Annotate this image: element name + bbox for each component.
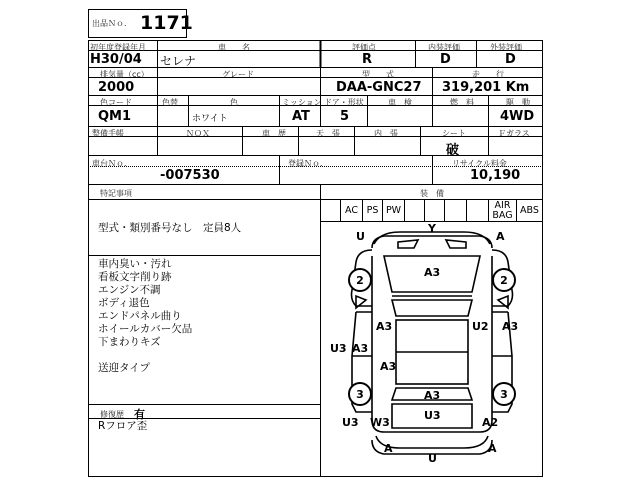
interior-eval: D xyxy=(440,52,451,67)
equipment-abs: ABS xyxy=(520,204,539,216)
remark-item: 下まわりキズ xyxy=(98,336,161,348)
recycle-fee-label: リサイクル料金 xyxy=(452,159,507,168)
seat-condition: 破 xyxy=(446,143,460,158)
displacement-label: 排気量（cc） xyxy=(100,70,149,79)
damage-left-rear-wheel: 3 xyxy=(348,382,372,406)
color-label: 色 xyxy=(230,98,238,107)
damage-left-front-wheel: 2 xyxy=(348,268,372,292)
model-label: 型 式 xyxy=(362,70,394,79)
equipment-label: 装 備 xyxy=(420,189,444,198)
color-code: QM1 xyxy=(98,109,132,124)
doors: 5 xyxy=(340,109,350,124)
remark-item: エンドパネル曲り xyxy=(98,310,182,322)
damage-tailgate: U3 xyxy=(424,409,441,422)
maintenance-book-label: 整備手帳 xyxy=(92,129,124,138)
displacement: 2000 xyxy=(98,80,135,95)
headliner-label: 天 張 xyxy=(316,129,340,138)
remark-item: 送迎タイプ xyxy=(98,362,150,374)
grade-label: グレード xyxy=(222,70,254,79)
remarks-list xyxy=(98,258,192,375)
repair-detail: Rフロア歪 xyxy=(98,420,148,432)
car-name: セレナ xyxy=(160,54,197,68)
interior-eval-label: 内装評価 xyxy=(428,43,460,52)
damage-left-outer: U3 xyxy=(330,342,347,355)
remark-item: エンジン不調 xyxy=(98,284,161,296)
drive: 4WD xyxy=(500,109,535,124)
seat-label: シート xyxy=(442,129,466,138)
remark-item: ボディ退色 xyxy=(98,297,150,309)
exterior-eval-label: 外装評価 xyxy=(490,43,522,52)
evaluation-label: 評価点 xyxy=(352,43,376,52)
mission-label: ミッション xyxy=(282,98,322,107)
mileage-label: 走 行 xyxy=(472,70,504,79)
fuel-label: 燃 料 xyxy=(450,98,474,107)
model-code: DAA-GNC27 xyxy=(336,80,422,95)
front-glass-label: Ｆガラス xyxy=(498,129,530,138)
exterior-eval: D xyxy=(505,52,516,67)
damage-right-rear-wheel: 3 xyxy=(492,382,516,406)
remark-item: 看板文字削り跡 xyxy=(98,271,172,283)
car-name-label: 車 名 xyxy=(218,43,250,52)
drive-label: 駆 動 xyxy=(506,98,530,107)
chassis-label: 車台Ｎｏ． xyxy=(92,159,132,168)
recycle-fee: 10,190 xyxy=(470,168,521,183)
damage-rear-glass: A3 xyxy=(424,389,441,402)
inspection-label: 車 検 xyxy=(388,98,412,107)
damage-front-right: A xyxy=(496,230,505,243)
remark-item: ホイールカバー欠品 xyxy=(98,323,193,335)
damage-right-front-wheel: 2 xyxy=(492,268,516,292)
equipment-ps: PS xyxy=(366,204,379,216)
color-change-label: 色替 xyxy=(162,98,178,107)
notes-label: 特記事項 xyxy=(100,189,132,198)
evaluation-score: R xyxy=(362,52,373,67)
damage-rear-left-corner: W3 xyxy=(370,416,390,429)
model-note: 型式・類別番号なし 定員8人 xyxy=(98,222,242,234)
interior-trim-label: 内 張 xyxy=(374,129,398,138)
remark-item xyxy=(98,349,192,362)
color-code-label: 色コード xyxy=(100,98,132,107)
damage-rear-right: A2 xyxy=(482,416,499,429)
nox-label: ＮＯＸ xyxy=(186,129,210,138)
remark-item: 車内臭い・汚れ xyxy=(98,258,172,270)
damage-rear-left: U3 xyxy=(342,416,359,429)
mission: AT xyxy=(292,109,310,124)
repair-history-value: 有 xyxy=(134,408,145,421)
damage-rear-bumper-left: A xyxy=(384,442,393,455)
damage-left-side: A3 xyxy=(352,342,369,355)
damage-rear-bumper: U xyxy=(428,452,437,465)
damage-front-center: Y xyxy=(428,222,436,235)
damage-left-rear-door: A3 xyxy=(380,360,397,373)
color: ホワイト xyxy=(192,114,228,124)
registration-label: 登録Ｎｏ． xyxy=(288,159,328,168)
equipment-pw: PW xyxy=(385,204,402,216)
lot-label: 出品Ｎｏ． xyxy=(92,19,132,28)
damage-right-side: A3 xyxy=(502,320,519,333)
car-history-label: 車 歴 xyxy=(262,129,286,138)
first-registration: H30/04 xyxy=(90,52,142,67)
equipment-ac: AC xyxy=(345,204,358,216)
first-registration-label: 初年度登録年月 xyxy=(90,43,146,52)
damage-front-left: U xyxy=(356,230,365,243)
damage-rear-bumper-right: A xyxy=(488,442,497,455)
damage-left-door: A3 xyxy=(376,320,393,333)
lot-number: 1171 xyxy=(140,12,193,34)
chassis-number: -007530 xyxy=(160,168,220,183)
damage-right-door: U2 xyxy=(472,320,489,333)
doors-label: ドア・形状 xyxy=(324,98,364,107)
equipment-airbag: AIR BAG xyxy=(492,199,513,221)
damage-hood: A3 xyxy=(424,266,441,279)
repair-history-label: 修復歴 xyxy=(100,410,124,419)
mileage: 319,201 Km xyxy=(442,80,530,95)
